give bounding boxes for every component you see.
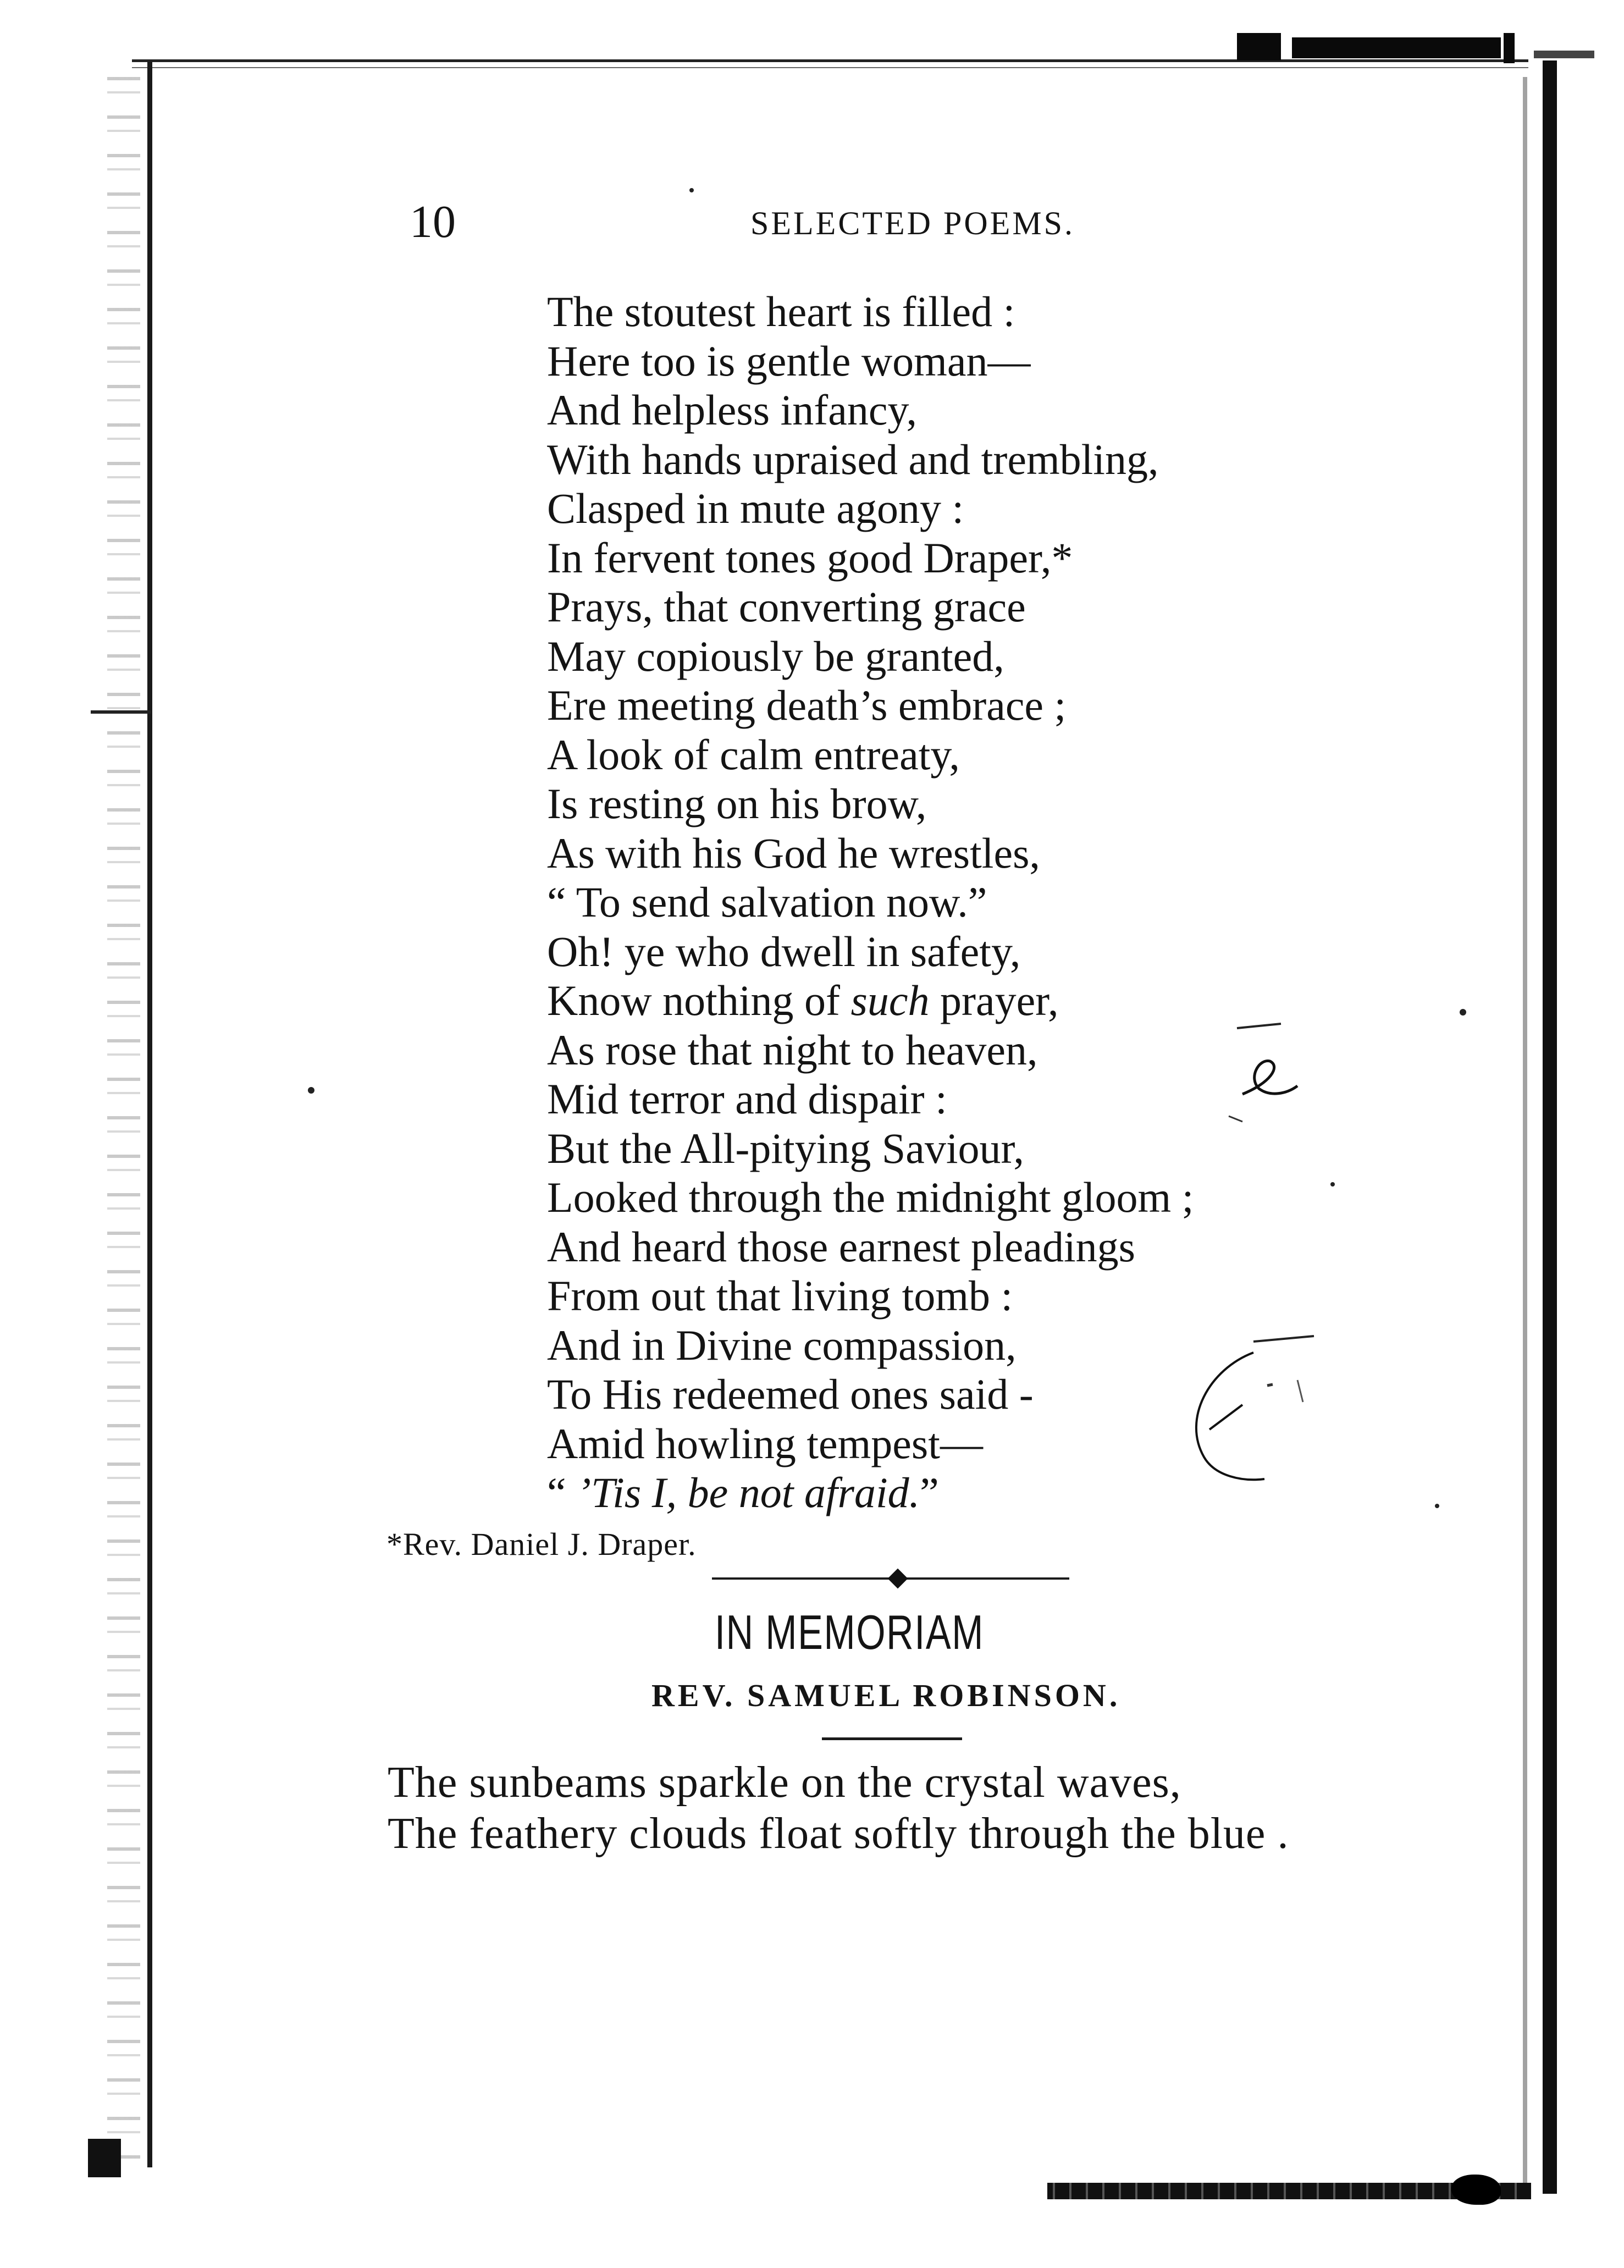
page-number: 10 (410, 196, 456, 247)
poem-line: May copiously be granted, (547, 632, 1004, 680)
poem-line: In fervent tones good Draper,* (547, 533, 1073, 582)
ink-speck (1435, 1504, 1439, 1508)
short-divider (822, 1737, 962, 1740)
poem-line: To His redeemed ones said - (547, 1370, 1034, 1418)
poem-line: Prays, that converting grace (547, 583, 1026, 631)
poem-line-italic: ’Tis I, be not afraid. (577, 1469, 920, 1516)
top-ink-block (1504, 33, 1515, 63)
poem-line: As rose that night to heaven, (547, 1025, 1038, 1074)
bottom-left-ink-mark (88, 2139, 121, 2177)
poem-line: With hands upraised and trembling, (547, 435, 1159, 483)
quote-mark: ” (920, 1469, 939, 1516)
section-title: IN MEMORIAM (715, 1605, 984, 1659)
top-ink-block (1237, 33, 1281, 60)
top-ink-block (1534, 51, 1594, 58)
poem-line: “ To send salvation now.” (547, 878, 987, 926)
poem-line: As with his God he wrestles, (547, 829, 1040, 877)
poem-line (547, 1468, 1194, 1517)
poem-line: The stoutest heart is filled : (547, 288, 1015, 335)
ink-speck (308, 1087, 314, 1094)
poem-stanza (547, 287, 1194, 1517)
quote-mark: “ (547, 1469, 577, 1516)
ink-speck (1460, 1009, 1466, 1016)
poem-line: Is resting on his brow, (547, 780, 927, 827)
running-title: SELECTED POEMS. (750, 205, 1075, 241)
poem-line (547, 976, 1194, 1025)
poem-line: Mid terror and dispair : (547, 1075, 947, 1123)
footnote: *Rev. Daniel J. Draper. (386, 1526, 697, 1562)
poem-line-italic: such (850, 976, 930, 1024)
ink-speck (1330, 1182, 1335, 1187)
top-border-line (132, 59, 1528, 62)
poem-line: The sunbeams sparkle on the crystal waves, (388, 1758, 1181, 1807)
poem-line: Amid howling tempest— (547, 1419, 983, 1467)
divider-diamond-ornament (888, 1569, 908, 1589)
poem-line: A look of calm entreaty, (547, 730, 960, 779)
right-border-line (1543, 60, 1557, 2194)
poem-line: Here too is gentle woman— (547, 336, 1031, 385)
right-border-shadow (1523, 77, 1527, 2194)
ink-speck (689, 188, 694, 192)
left-margin-noise (107, 77, 140, 2166)
poem-line: And in Divine compassion, (547, 1321, 1017, 1369)
bottom-ink-blot (1451, 2175, 1501, 2205)
left-border-line (147, 62, 152, 2167)
left-margin-tick (91, 710, 151, 714)
poem-line-text: prayer, (929, 976, 1059, 1024)
poem-line: The feathery clouds float softly through the blue . (388, 1809, 1289, 1858)
memoriam-stanza (388, 1757, 1289, 1859)
poem-line: And heard those earnest pleadings (547, 1222, 1135, 1271)
top-ink-block (1292, 37, 1501, 58)
poem-line: Oh! ye who dwell in safety, (547, 927, 1021, 975)
handwritten-pencil-mark (1198, 1017, 1341, 1127)
poem-line: But the All-pitying Saviour, (547, 1124, 1024, 1172)
poem-line: Looked through the midnight gloom ; (547, 1173, 1194, 1221)
poem-line: Ere meeting death’s embrace ; (547, 681, 1067, 729)
poem-line: Clasped in mute agony : (547, 484, 964, 532)
poem-line-text: Know nothing of (547, 976, 851, 1024)
poem-line: And helpless infancy, (547, 386, 917, 434)
top-border-line-faint (132, 67, 1528, 68)
section-subtitle: REV. SAMUEL ROBINSON. (651, 1677, 1121, 1713)
poem-line: From out that living tomb : (547, 1272, 1013, 1320)
handwritten-pencil-mark (1149, 1320, 1358, 1501)
